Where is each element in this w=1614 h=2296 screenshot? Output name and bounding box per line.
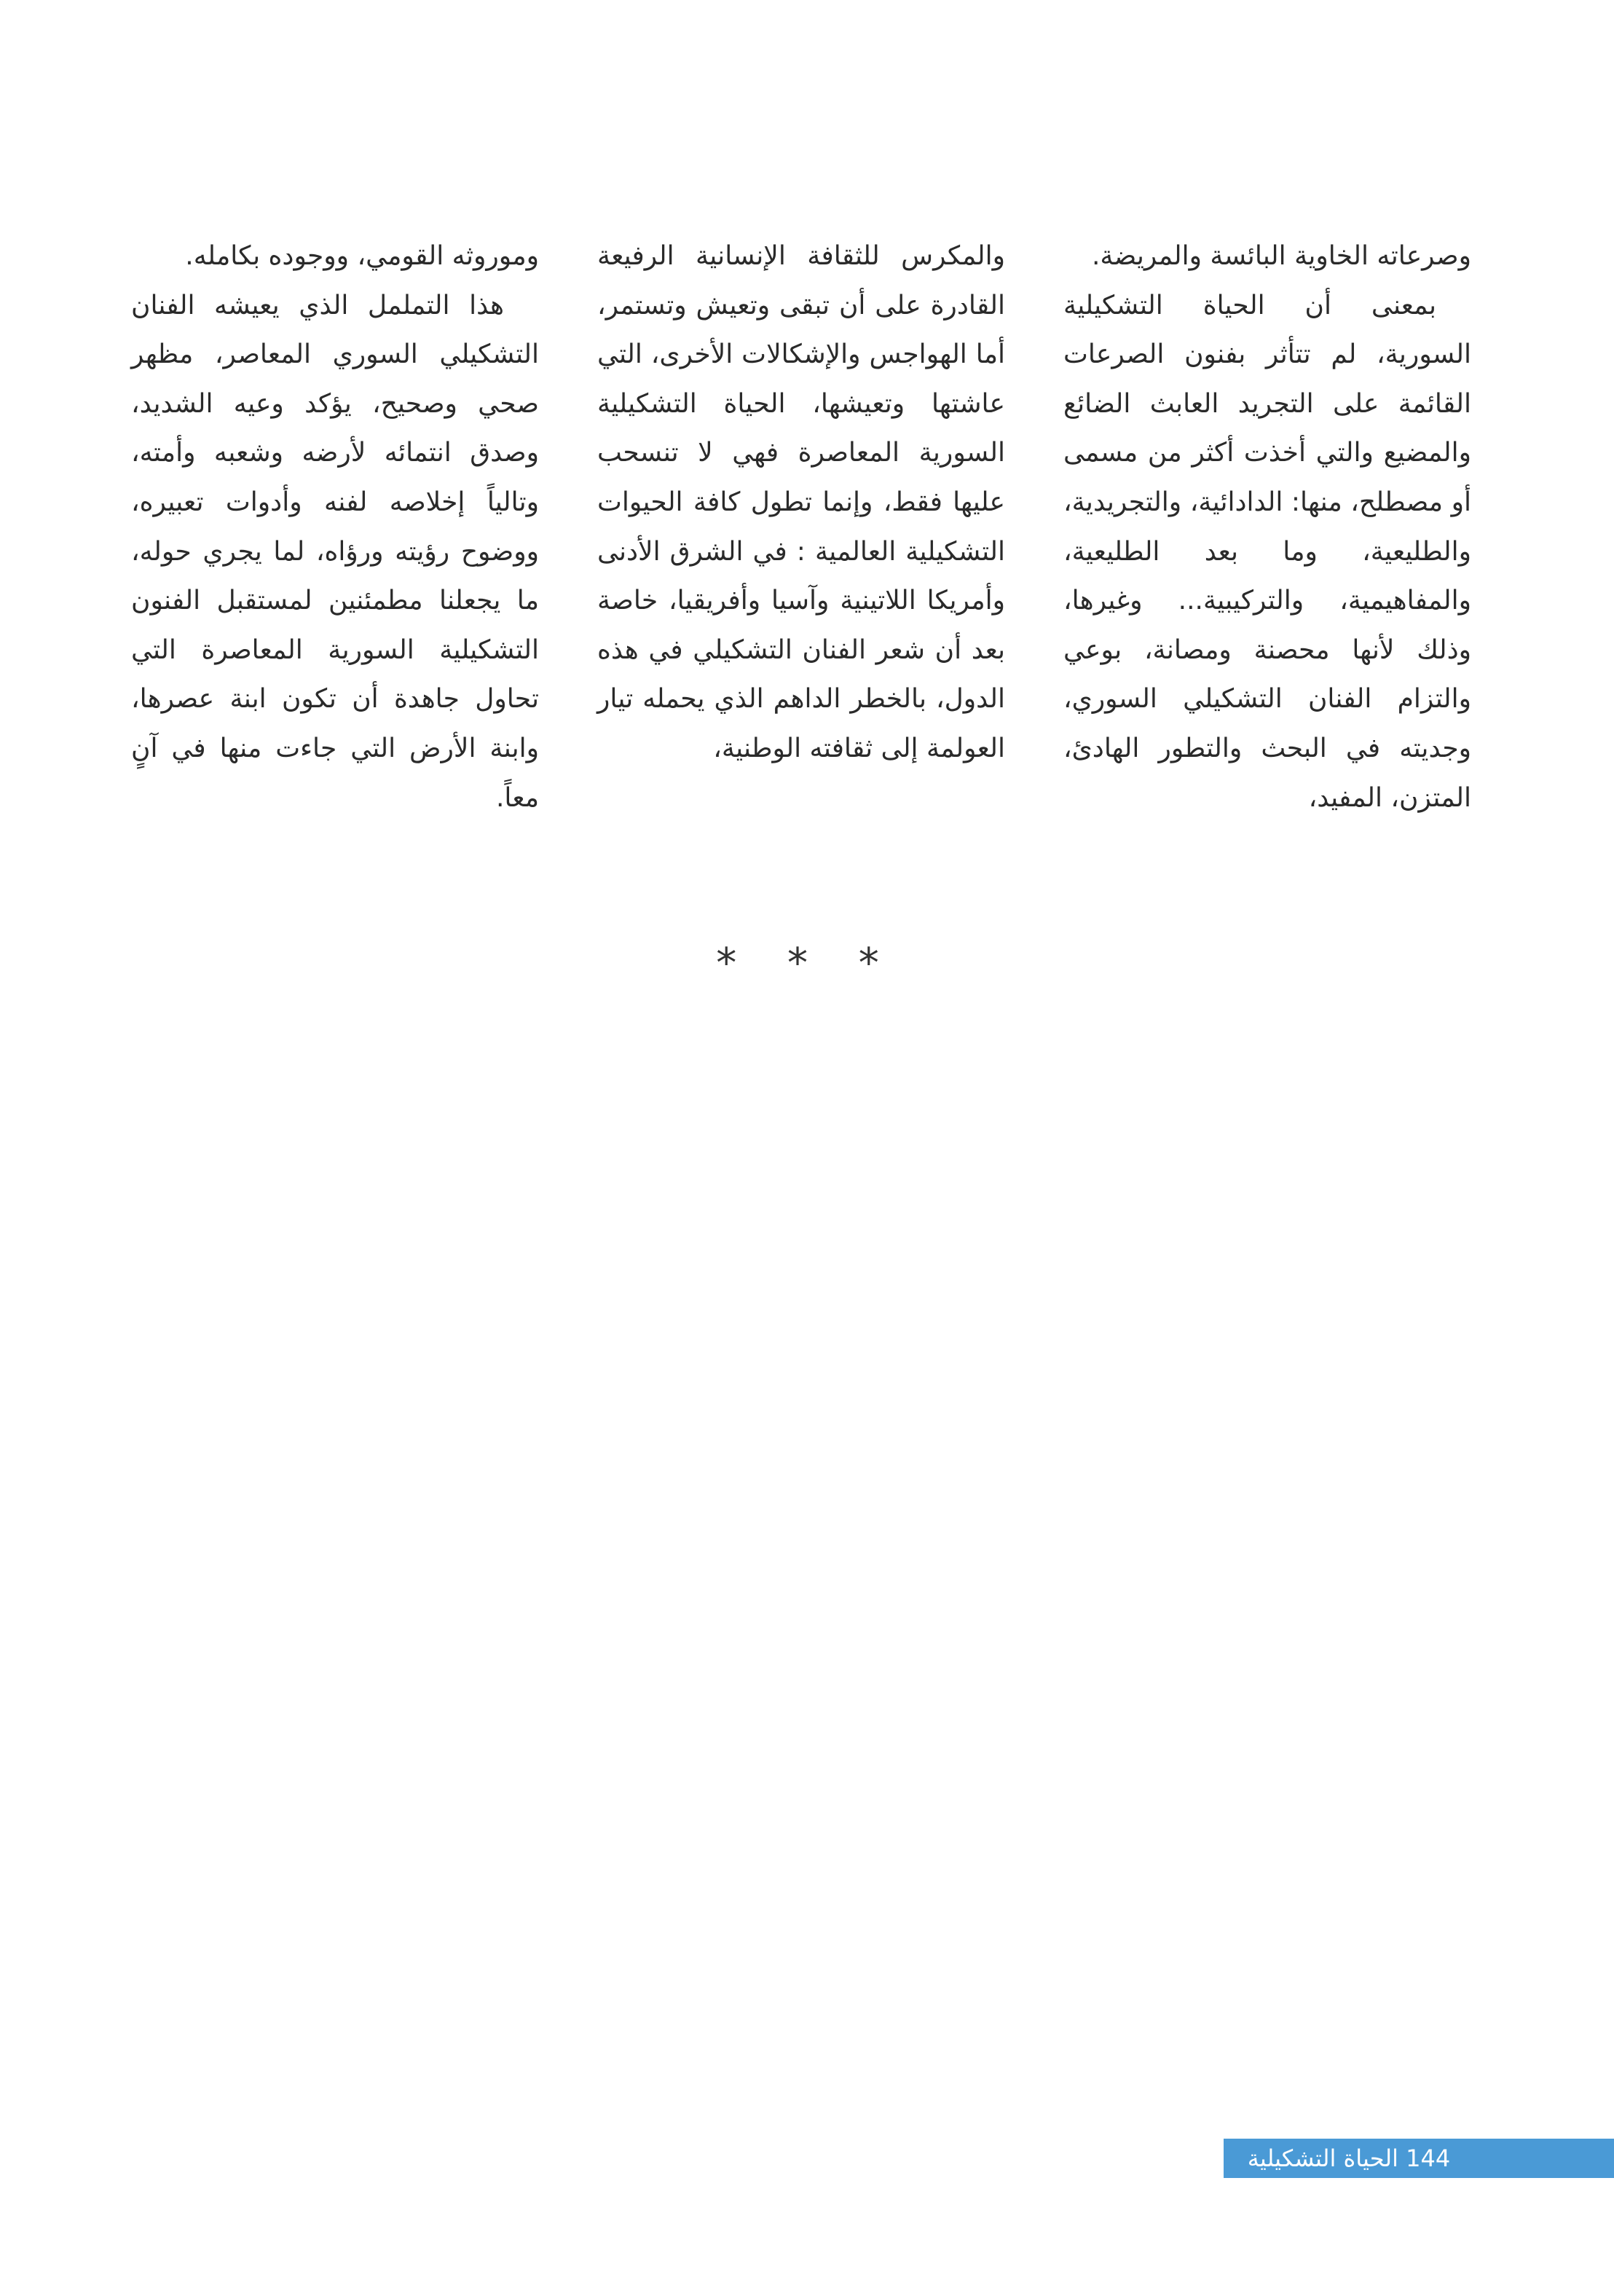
paragraph: هذا التململ الذي يعيشه الفنان التشكيلي السوري المعاصر، مظهر صحي وصحيح، يؤكد وعيه الشديد، وصدق انتمائه لأرضه وشعبه وأمته، وتالياً إخلاصه لفنه وأدوات تعبيره، ووضوح رؤيته ورؤاه، لما يجري حوله، ما يجعلنا مطمئنين لمستقبل الفنون التشكيلية السورية المعاصرة التي تحاول جاهدة أن تكون ابنة عصرها، وابنة الأرض التي جاءت منها في آنٍ معاً. <box>131 290 539 813</box>
page-number: 144 <box>1406 2144 1451 2172</box>
magazine-name: الحياة التشكيلية <box>1247 2144 1398 2172</box>
section-separator: * * * <box>716 940 898 987</box>
text-column-left <box>131 232 539 822</box>
page-footer-label <box>1238 2139 1460 2178</box>
text-column-right <box>1063 232 1471 822</box>
paragraph: بمعنى أن الحياة التشكيلية السورية، لم تتأثر بفنون الصرعات القائمة على التجريد العابث الضائع والمضيع والتي أخذت أكثر من مسمى أو مصطلح، منها: الدادائية، والتجريدية، والطليعية، وما بعد الطليعية، والمفاهيمية، والتركيبية... وغيرها، وذلك لأنها محصنة ومصانة، بوعي والتزام الفنان التشكيلي السوري، وجديته في البحث والتطور الهادئ، المتزن، المفيد، <box>1063 290 1471 813</box>
text-column-middle <box>597 232 1005 774</box>
paragraph-continuation: والمكرس للثقافة الإنسانية الرفيعة القادرة على أن تبقى وتعيش وتستمر، أما الهواجس والإشكالات الأخرى، التي عاشتها وتعيشها، الحياة التشكيلية السورية المعاصرة فهي لا تنسحب عليها فقط، وإنما تطول كافة الحيوات التشكيلية العالمية : في الشرق الأدنى وأمريكا اللاتينية وآسيا وأفريقيا، خاصة بعد أن شعر الفنان التشكيلي في هذه الدول، بالخطر الداهم الذي يحمله تيار العولمة إلى ثقافته الوطنية، <box>597 241 1005 763</box>
paragraph-continuation: وموروثه القومي، ووجوده بكامله. <box>185 241 539 271</box>
paragraph-continuation: وصرعاته الخاوية البائسة والمريضة. <box>1091 241 1471 271</box>
